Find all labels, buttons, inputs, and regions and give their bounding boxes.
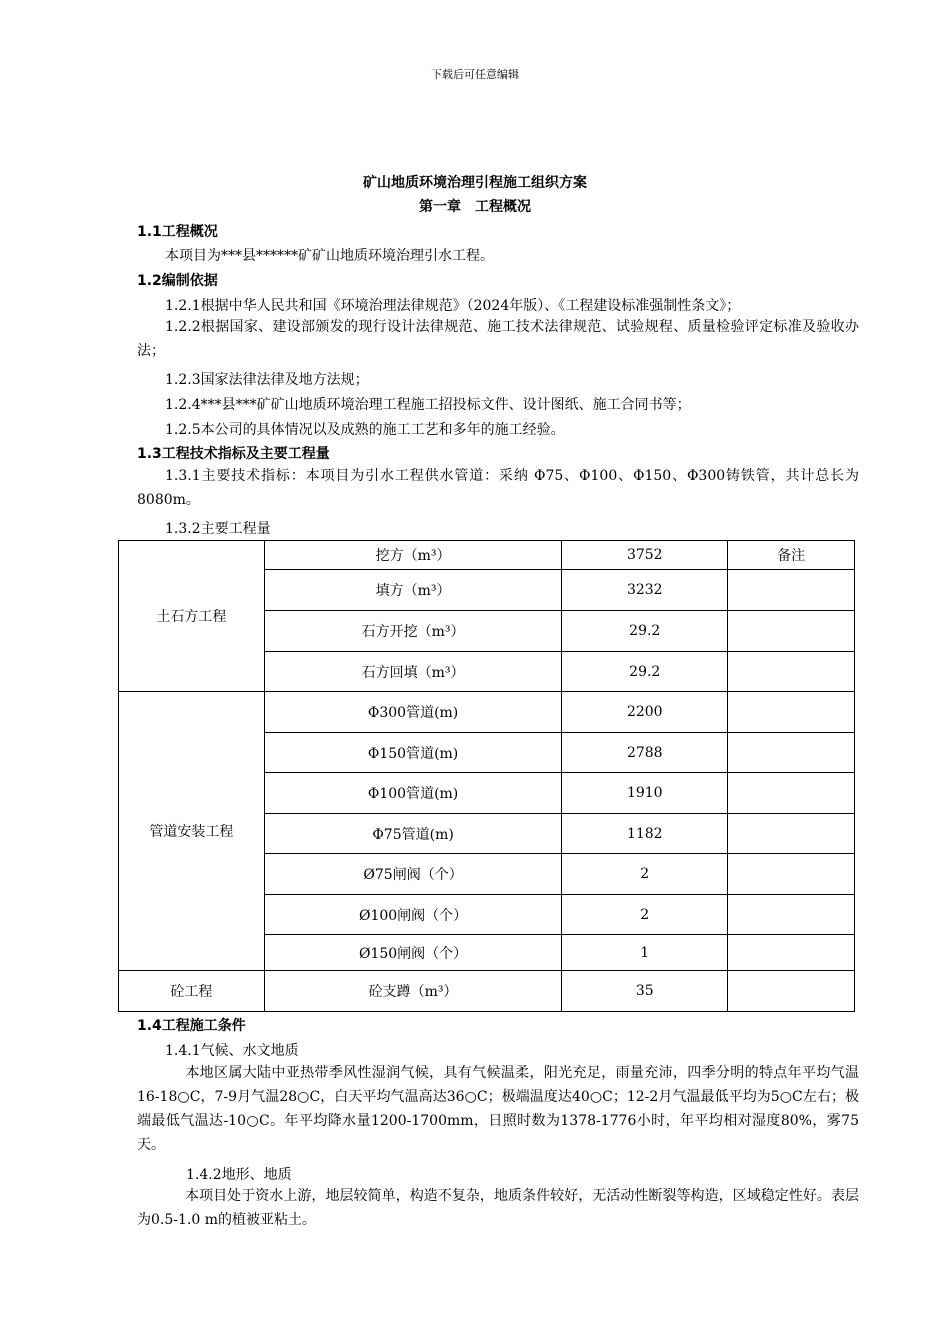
remark-cell	[728, 895, 855, 935]
basis-item-1: 1.2.1根据中华人民共和国《环境治理法律规范》（2024年版）、《工程建设标准强制性条文》；	[165, 298, 741, 314]
remark-cell	[728, 733, 855, 773]
group-earthwork: 土石方工程	[119, 541, 265, 692]
value-cell: 29.2	[562, 611, 728, 652]
value-cell: 1	[562, 935, 728, 971]
value-cell: 2200	[562, 692, 728, 733]
document-title: 矿山地质环境治理引程施工组织方案	[363, 175, 587, 191]
value-cell: 1910	[562, 773, 728, 814]
tech-indicator-paragraph	[137, 464, 859, 512]
subsection-climate: 1.4.1气候、水文地质	[165, 1043, 299, 1059]
item-cell: Φ300管道(m)	[264, 692, 562, 733]
item-cell: 挖方（m³）	[264, 541, 562, 570]
item-cell: Ø100闸阀（个）	[264, 895, 562, 935]
value-cell: 35	[562, 971, 728, 1012]
remark-cell	[728, 814, 855, 854]
basis-item-2	[137, 315, 859, 363]
remark-cell	[728, 652, 855, 692]
terrain-paragraph	[137, 1184, 859, 1232]
value-cell: 2	[562, 895, 728, 935]
section-1-2-heading: 1.2编制依据	[137, 273, 218, 289]
header-note: 下载后可任意编辑	[431, 68, 519, 81]
item-cell: 石方回填（m³）	[264, 652, 562, 692]
group-pipe-install: 管道安装工程	[119, 692, 265, 971]
subsection-terrain: 1.4.2地形、地质	[186, 1167, 292, 1183]
remark-header: 备注	[728, 541, 855, 570]
remark-cell	[728, 773, 855, 814]
section-1-4-heading: 1.4工程施工条件	[137, 1018, 246, 1034]
value-cell: 3752	[562, 541, 728, 570]
remark-cell	[728, 570, 855, 611]
group-concrete: 砼工程	[119, 971, 265, 1012]
section-1-1-text: 本项目为***县******矿矿山地质环境治理引水工程。	[165, 248, 494, 264]
item-cell: Φ75管道(m)	[264, 814, 562, 854]
tech-indicator-text: 1.3.1主要技术指标：本项目为引水工程供水管道：采纳 Φ75、Φ100、Φ150、Φ300铸铁管，共计总长为8080m。	[137, 468, 859, 508]
remark-cell	[728, 611, 855, 652]
section-1-1-heading: 1.1工程概况	[137, 224, 218, 240]
terrain-text: 本项目处于资水上游，地层较简单，构造不复杂，地质条件较好，无活动性断裂等构造，区域稳定性好。表层为0.5-1.0 m的植被亚粘土。	[137, 1188, 859, 1228]
basis-item-5: 1.2.5本公司的具体情况以及成熟的施工工艺和多年的施工经验。	[165, 422, 565, 438]
item-cell: Φ100管道(m)	[264, 773, 562, 814]
item-cell: 石方开挖（m³）	[264, 611, 562, 652]
item-cell: 填方（m³）	[264, 570, 562, 611]
remark-cell	[728, 692, 855, 733]
basis-item-2-text: 1.2.2根据国家、建设部颁发的现行设计法律规范、施工技术法律规范、试验规程、质量检验评定标准及验收办法；	[137, 319, 859, 359]
value-cell: 2	[562, 854, 728, 895]
value-cell: 3232	[562, 570, 728, 611]
quantities-caption: 1.3.2主要工程量	[165, 521, 271, 537]
remark-cell	[728, 935, 855, 971]
item-cell: Ø75闸阀（个）	[264, 854, 562, 895]
item-cell: 砼支蹲（m³）	[264, 971, 562, 1012]
remark-cell	[728, 971, 855, 1012]
basis-item-4: 1.2.4***县***矿矿山地质环境治理工程施工招投标文件、设计图纸、施工合同书等；	[165, 397, 691, 413]
basis-item-3: 1.2.3国家法律法律及地方法规；	[165, 372, 369, 388]
item-cell: Φ150管道(m)	[264, 733, 562, 773]
section-1-3-heading: 1.3工程技术指标及主要工程量	[137, 446, 330, 462]
quantities-table	[118, 540, 855, 1012]
item-cell: Ø150闸阀（个）	[264, 935, 562, 971]
climate-text: 本地区属大陆中亚热带季风性湿润气候，具有气候温柔，阳光充足，雨量充沛，四季分明的特点年平均气温16-18○C，7-9月气温28○C，白天平均气温高达36○C；极端温度达40○C；12-2月气温最低平均为5○C左右；极端最低气温达-10○C。年平均降水量1200-1700mm，日照时数为1378-1776小时，年平均相对湿度80%，雾75天。	[137, 1065, 859, 1153]
remark-cell	[728, 854, 855, 895]
value-cell: 1182	[562, 814, 728, 854]
climate-paragraph	[137, 1061, 859, 1157]
value-cell: 2788	[562, 733, 728, 773]
value-cell: 29.2	[562, 652, 728, 692]
chapter-title: 第一章 工程概况	[419, 199, 531, 215]
